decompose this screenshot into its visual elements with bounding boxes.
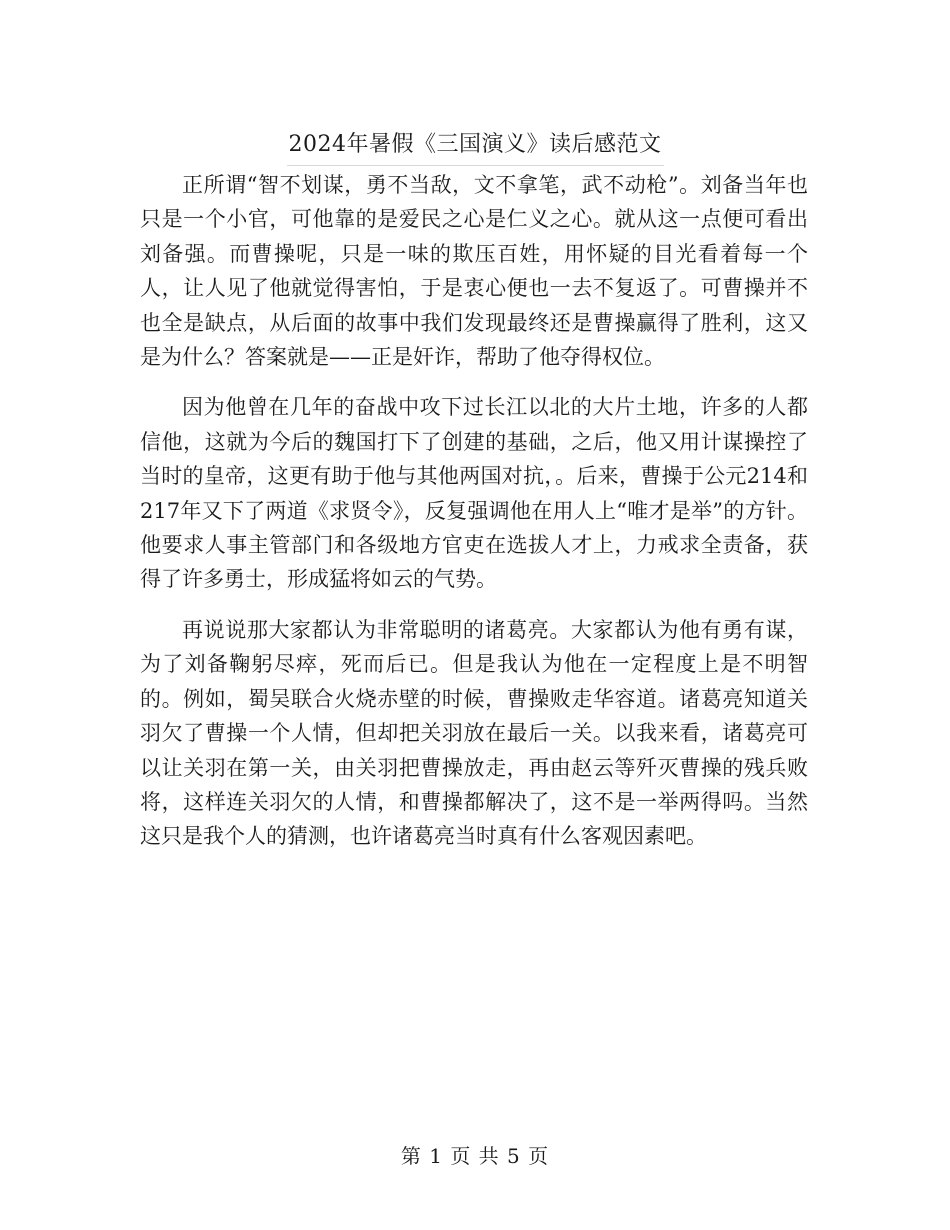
page-number-footer: 第 1 页 共 5 页 [400,1144,550,1168]
paragraph-2: 因为他曾在几年的奋战中攻下过长江以北的大片土地，许多的人都信他，这就为今后的魏国打下了创建的基础，之后，他又用计谋操控了当时的皇帝，这更有助于他与其他两国对抗，。后来，曹操于公元214和217年又下了两道《求贤令》，反复强调他在用人上“唯才是举”的方针。他要求人事主管部门和各级地方官吏在选拔人才上，力戒求全责备，获得了许多勇士，形成猛将如云的气势。 [140,395,808,592]
document-title [0,127,950,166]
document-title-text: 2024年暑假《三国演义》读后感范文 [287,127,664,166]
document-body [140,168,808,870]
paragraph-1: 正所谓“智不划谋，勇不当敌，文不拿笔，武不动枪”。刘备当年也只是一个小官，可他靠的是爱民之心是仁义之心。就从这一点便可看出刘备强。而曹操呢，只是一味的欺压百姓，用怀疑的目光看着每一个人，让人见了他就觉得害怕，于是衷心便也一去不复返了。可曹操并不也全是缺点，从后面的故事中我们发现最终还是曹操赢得了胜利，这又是为什么？答案就是——正是奸诈，帮助了他夺得权位。 [140,173,808,370]
paragraph-3: 再说说那大家都认为非常聪明的诸葛亮。大家都认为他有勇有谋，为了刘备鞠躬尽瘁，死而后已。但是我认为他在一定程度上是不明智的。例如，蜀吴联合火烧赤壁的时候，曹操败走华容道。诸葛亮知道关羽欠了曹操一个人情，但却把关羽放在最后一关。以我来看，诸葛亮可以让关羽在第一关，由关羽把曹操放走，再由赵云等歼灭曹操的残兵败将，这样连关羽欠的人情，和曹操都解决了，这不是一举两得吗。当然这只是我个人的猜测，也许诸葛亮当时真有什么客观因素吧。 [140,617,808,849]
